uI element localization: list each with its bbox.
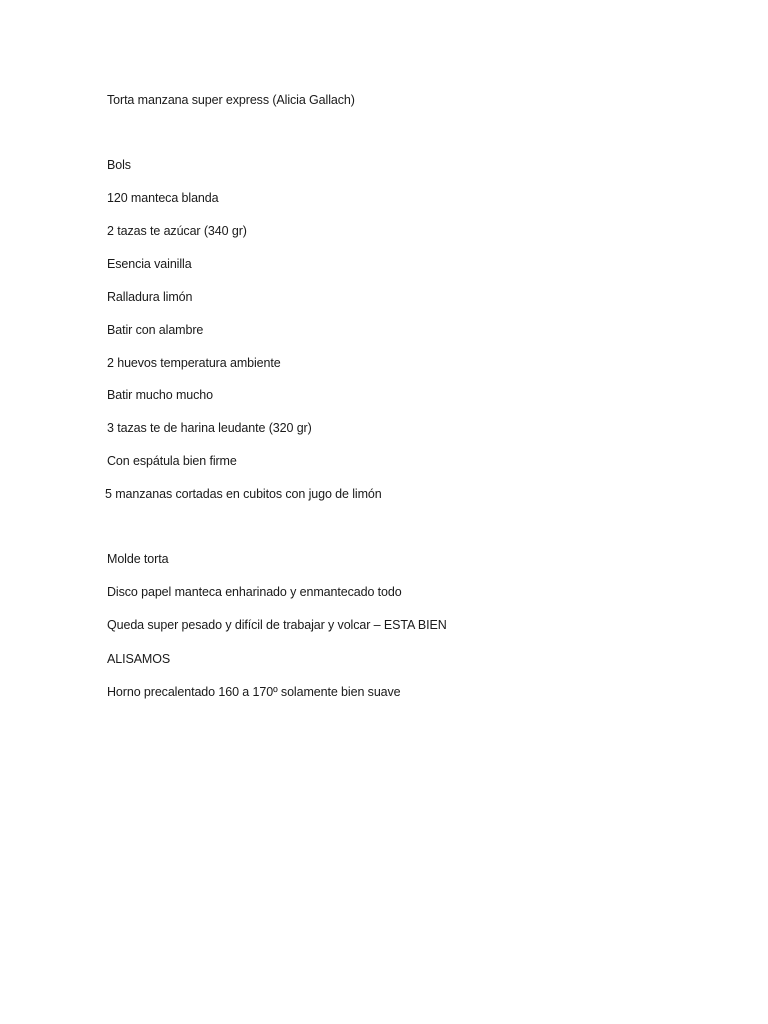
- section-heading-bols: Bols: [107, 158, 131, 172]
- recipe-line: 5 manzanas cortadas en cubitos con jugo de limón: [105, 487, 382, 501]
- recipe-line: 120 manteca blanda: [107, 191, 219, 205]
- recipe-line: Ralladura limón: [107, 290, 193, 304]
- recipe-line: 2 tazas te azúcar (340 gr): [107, 224, 247, 238]
- recipe-title: Torta manzana super express (Alicia Gallach): [107, 93, 355, 107]
- recipe-line: Con espátula bien firme: [107, 454, 237, 468]
- recipe-line: Horno precalentado 160 a 170º solamente bien suave: [107, 685, 401, 699]
- recipe-line: 2 huevos temperatura ambiente: [107, 356, 281, 370]
- section-heading-molde: Molde torta: [107, 552, 169, 566]
- recipe-line: 3 tazas te de harina leudante (320 gr): [107, 421, 312, 435]
- recipe-line: Batir mucho mucho: [107, 388, 213, 402]
- recipe-line: Esencia vainilla: [107, 257, 192, 271]
- recipe-line: Queda super pesado y difícil de trabajar y volcar – ESTA BIEN: [107, 618, 447, 632]
- recipe-line: Batir con alambre: [107, 323, 204, 337]
- recipe-line: Disco papel manteca enharinado y enmantecado todo: [107, 585, 402, 599]
- recipe-line: ALISAMOS: [107, 652, 171, 666]
